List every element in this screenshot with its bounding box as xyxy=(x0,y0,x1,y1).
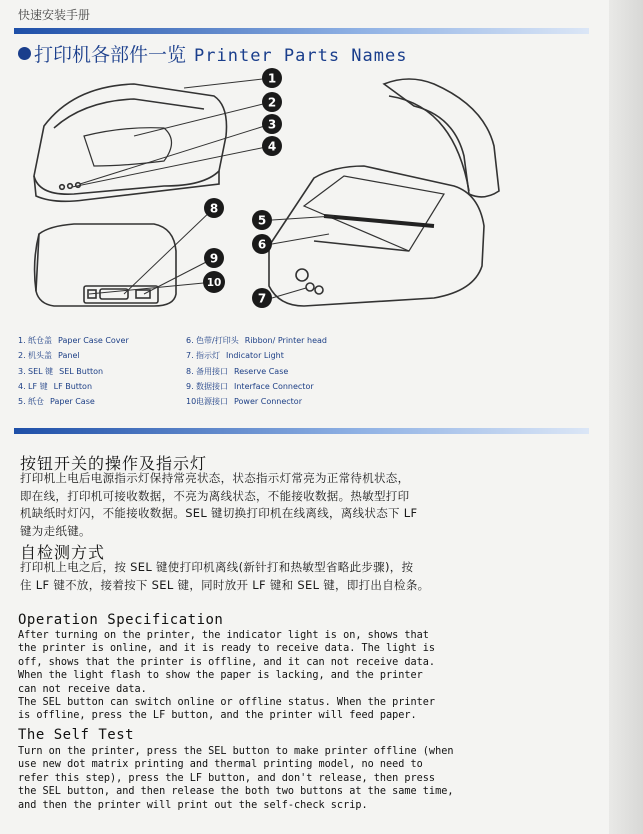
en-line: use new dot matrix printing and thermal printing model, no need to xyxy=(18,759,423,771)
en-line: After turning on the printer, the indicator light is on, shows that xyxy=(18,630,429,641)
legend-item-7: 7. 指示灯 Indicator Light xyxy=(186,351,284,361)
title-en: Printer Parts Names xyxy=(194,46,408,66)
legend-item-4: 4. LF 键 LF Button xyxy=(18,381,93,391)
en-line: refer this step), press the LF button, and don't release, then press xyxy=(18,772,436,784)
en-paragraph-operation xyxy=(18,629,538,723)
callout-label-5: 5 xyxy=(257,213,267,228)
legend-item-1: 1. 纸仓盖 Paper Case Cover xyxy=(18,336,129,345)
zh-line: 即在线，打印机可接收数据，不亮为离线状态，不能接收数据。热敏型打印 xyxy=(20,488,410,503)
printer-closed-illustration xyxy=(34,84,227,201)
callout-label-2: 2 xyxy=(267,95,277,110)
en-line: The SEL button can switch online or offline status. When the printer xyxy=(18,697,436,709)
legend-item-9: 9. 数据接口 Interface Connector xyxy=(186,381,314,391)
section-title xyxy=(18,40,407,67)
callout-6 xyxy=(252,234,272,254)
legend-right xyxy=(186,333,327,409)
printer-open-illustration xyxy=(269,79,499,306)
zh-heading-buttons: 按钮开关的操作及指示灯 xyxy=(20,454,208,473)
callout-4 xyxy=(262,136,282,156)
legend-item-6: 6. 色带/打印头 Ribbon/ Printer head xyxy=(186,336,327,345)
zh-line: 键为走纸键。 xyxy=(20,523,91,538)
callout-3 xyxy=(262,114,282,134)
callout-7 xyxy=(252,288,272,308)
zh-paragraph-buttons xyxy=(20,470,560,540)
printer-parts-diagram xyxy=(14,66,534,328)
en-line: and then the printer will print out the self-check scrip. xyxy=(18,799,368,811)
manual-header: 快速安装手册 xyxy=(18,8,91,22)
callout-10 xyxy=(203,271,225,293)
callout-label-4: 4 xyxy=(267,139,277,154)
bullet-icon xyxy=(18,47,31,60)
top-divider-bar xyxy=(14,28,589,34)
page-edge xyxy=(609,0,643,834)
en-heading-operation: Operation Specification xyxy=(18,612,224,628)
en-line: When the light flash to show the paper is lacking, and the printer xyxy=(18,670,423,682)
callout-label-6: 6 xyxy=(257,237,267,252)
en-line: can not receive data. xyxy=(18,683,147,695)
callout-label-8: 8 xyxy=(209,201,219,216)
en-line: Turn on the printer, press the SEL button to make printer offline (when xyxy=(18,746,454,757)
legend-item-10: 10.电源接口 Power Connector xyxy=(186,397,302,407)
middle-divider-bar xyxy=(14,428,589,434)
legend-left xyxy=(18,333,129,409)
zh-heading-selftest: 自检测方式 xyxy=(20,543,106,562)
legend-item-8: 8. 备用接口 Reserve Case xyxy=(186,366,289,376)
zh-line: 打印机上电后电源指示灯保持常亮状态，状态指示灯常亮为正常待机状态， xyxy=(20,471,410,485)
callout-8 xyxy=(204,198,224,218)
callout-1 xyxy=(262,68,282,88)
en-paragraph-selftest xyxy=(18,745,538,812)
callout-label-10: 10 xyxy=(206,277,222,289)
callout-2 xyxy=(262,92,282,112)
zh-paragraph-selftest xyxy=(20,559,560,594)
callout-leader-lines xyxy=(72,78,334,298)
callout-label-7: 7 xyxy=(257,291,267,306)
callout-label-3: 3 xyxy=(267,117,277,132)
callout-label-1: 1 xyxy=(267,71,277,86)
en-line: off, shows that the printer is offline, and it can not receive data. xyxy=(18,656,436,668)
en-line: is offline, press the LF button, and the printer will feed paper. xyxy=(18,710,417,722)
title-zh: 打印机各部件一览 xyxy=(34,44,187,66)
zh-line: 打印机上电之后，按 SEL 键使打印机离线(新针打和热敏型省略此步骤)，按 xyxy=(20,560,414,574)
zh-line: 机缺纸时灯闪，不能接收数据。SEL 键切换打印机在线离线，离线状态下 LF xyxy=(20,506,418,521)
en-line: the SEL button, and then release the both two buttons at the same time, xyxy=(18,786,454,798)
legend-item-2: 2. 机头盖 Panel xyxy=(18,351,80,361)
en-line: the printer is online, and it is ready to receive data. The light is xyxy=(18,643,436,655)
en-heading-selftest: The Self Test xyxy=(18,727,135,743)
legend-item-3: 3. SEL 键 SEL Button xyxy=(18,366,104,376)
legend-item-5: 5. 纸仓 Paper Case xyxy=(18,397,95,407)
callout-9 xyxy=(204,248,224,268)
callout-5 xyxy=(252,210,272,230)
zh-line: 住 LF 键不放，接着按下 SEL 键，同时放开 LF 键和 SEL 键，即打出自检条。 xyxy=(20,577,430,592)
callout-label-9: 9 xyxy=(209,251,219,266)
